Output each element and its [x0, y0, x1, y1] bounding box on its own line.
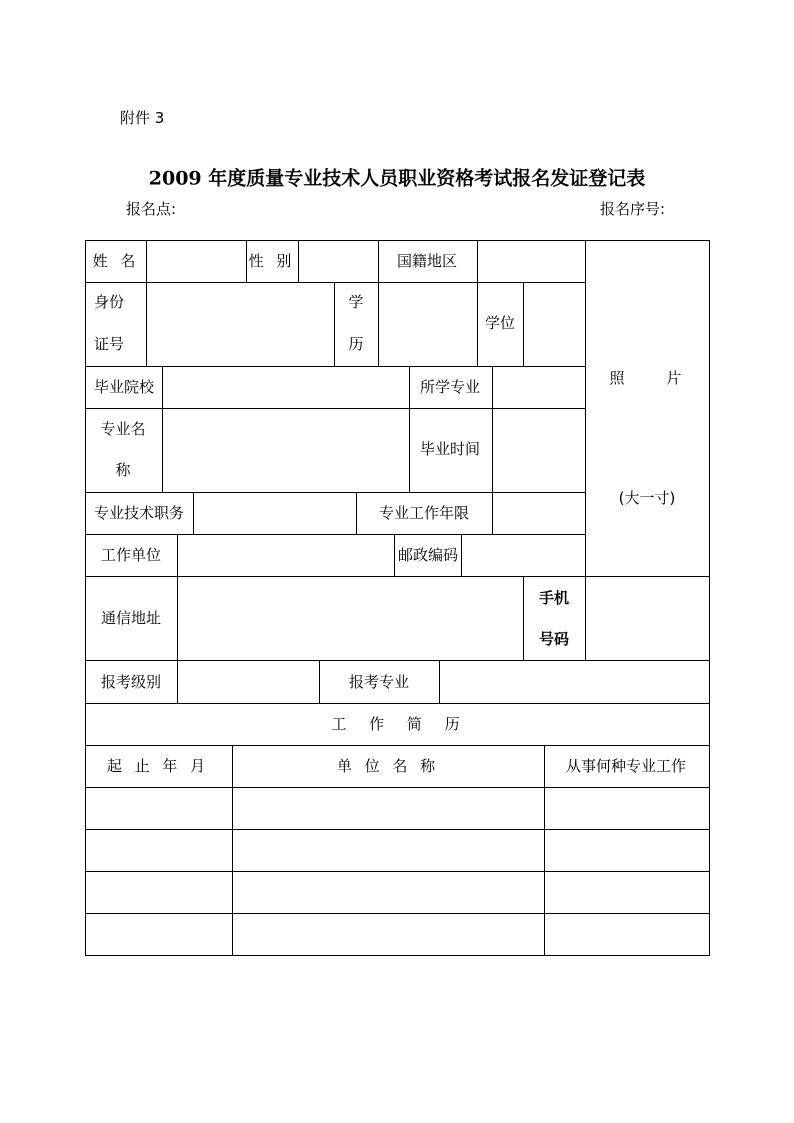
table-row[interactable]	[86, 830, 709, 871]
tech-title-field[interactable]	[194, 493, 356, 534]
major-name-label-line1: 专业名	[100, 420, 146, 438]
table-row[interactable]	[86, 788, 709, 829]
table-row[interactable]	[86, 914, 709, 955]
gender-label: 性 别	[248, 252, 296, 270]
attachment-label: 附件 3	[120, 109, 165, 127]
graduated-school-field[interactable]	[163, 367, 409, 408]
education-label-line2: 历	[348, 335, 364, 353]
photo-size-label: (大一寸)	[618, 489, 676, 507]
table-row[interactable]	[86, 872, 709, 913]
mobile-field[interactable]	[586, 577, 709, 660]
major-studied-label: 所学专业	[419, 378, 481, 396]
nationality-region-field[interactable]	[478, 241, 585, 282]
mobile-label-line1: 手机	[538, 589, 570, 607]
degree-field[interactable]	[524, 283, 585, 366]
unit-column-header: 单 位 名 称	[336, 757, 440, 775]
education-field[interactable]	[379, 283, 477, 366]
major-studied-field[interactable]	[493, 367, 585, 408]
work-years-label: 专业工作年限	[378, 504, 470, 522]
registration-number-label: 报名序号:	[600, 200, 666, 218]
work-years-field[interactable]	[493, 493, 585, 534]
photo-label-char1: 照	[609, 369, 625, 387]
graduation-time-label: 毕业时间	[419, 440, 481, 458]
name-label: 姓 名	[92, 252, 140, 270]
postal-code-label: 邮政编码	[397, 546, 459, 564]
education-label-line1: 学	[348, 293, 364, 311]
major-name-field[interactable]	[163, 409, 409, 492]
registration-point-label: 报名点:	[126, 200, 177, 218]
resume-rows	[86, 788, 709, 955]
address-field[interactable]	[178, 577, 523, 660]
tech-title-label: 专业技术职务	[93, 504, 185, 522]
name-field[interactable]	[147, 241, 246, 282]
work-column-header: 从事何种专业工作	[565, 757, 687, 775]
exam-major-field[interactable]	[440, 661, 709, 703]
id-number-label-line2: 证号	[93, 335, 125, 353]
address-label: 通信地址	[100, 609, 162, 627]
graduation-time-field[interactable]	[493, 409, 585, 492]
graduated-school-label: 毕业院校	[93, 378, 155, 396]
postal-code-field[interactable]	[462, 535, 585, 576]
resume-header: 工 作 简 历	[331, 715, 469, 733]
page-title: 2009 年度质量专业技术人员职业资格考试报名发证登记表	[148, 167, 646, 190]
exam-level-field[interactable]	[178, 661, 319, 703]
nationality-region-label: 国籍地区	[396, 252, 458, 270]
degree-label: 学位	[484, 314, 516, 332]
photo-area[interactable]	[586, 241, 709, 576]
photo-label-char2: 片	[666, 369, 682, 387]
employer-field[interactable]	[178, 535, 394, 576]
gender-field[interactable]	[299, 241, 378, 282]
period-column-header: 起 止 年 月	[106, 757, 210, 775]
employer-label: 工作单位	[100, 546, 162, 564]
exam-major-label: 报考专业	[348, 673, 410, 691]
major-name-label-line2: 称	[115, 461, 131, 479]
mobile-label-line2: 号码	[538, 630, 570, 648]
id-number-field[interactable]	[147, 283, 334, 366]
id-number-label-line1: 身份	[93, 293, 125, 311]
exam-level-label: 报考级别	[100, 673, 162, 691]
